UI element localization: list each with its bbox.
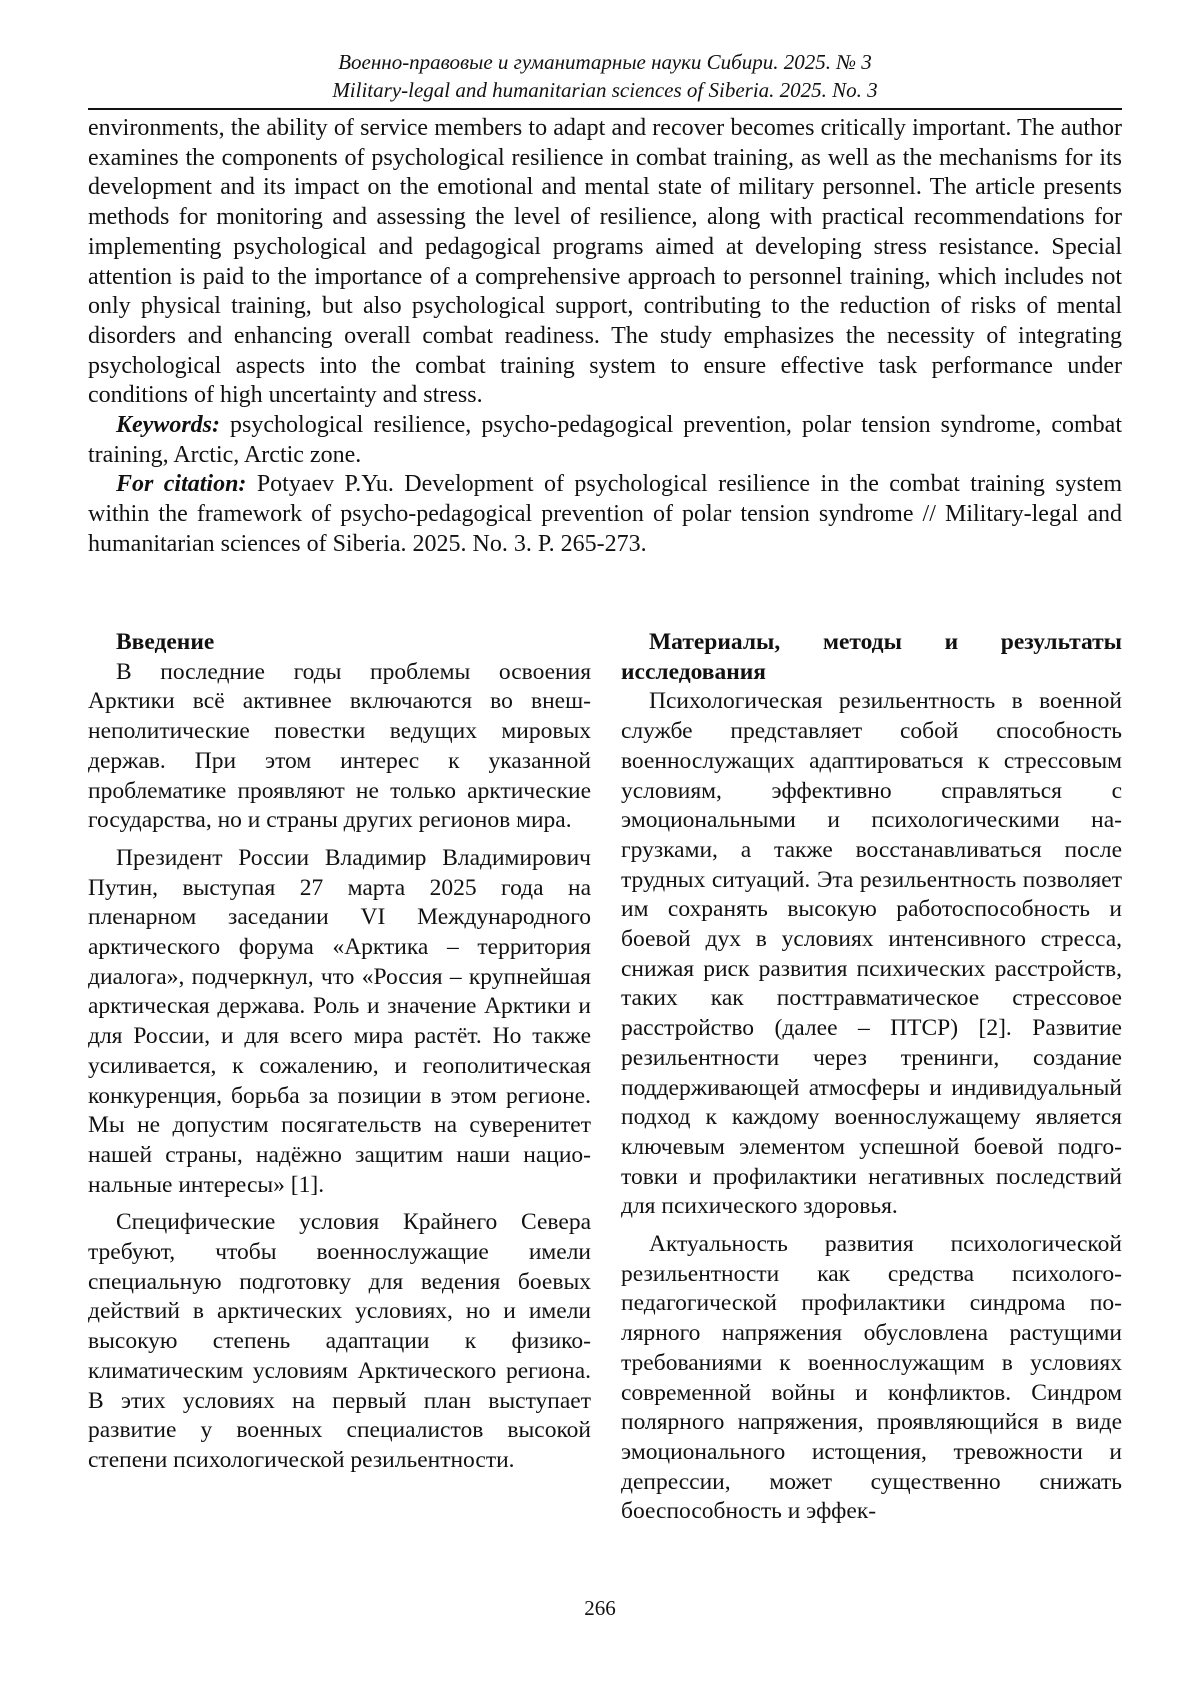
section-heading-materials: Материалы, методы и результаты исследования [621, 629, 1122, 685]
left-paragraph-2: Президент России Владимир Владимирович Путин, выступая 27 марта 2025 года на пленарном заседании VI Международного арктического форума «Арктика – территория диалога», подчеркнул, что «Россия – крупнейшая арктическая держава. Роль и значение Арктики и для России, и для всего мира растёт. Но также усиливается, к сожалению, и геополитическая конкуренция, борьба за позиции в этом регионе. Мы не допустим посягательств на суверенитет нашей страны, надёжно защитим наши национальные интересы» [1]. [88, 844, 591, 1198]
abstract-section [88, 114, 1122, 560]
header-rule [88, 108, 1122, 110]
left-column [88, 628, 591, 1484]
header-title-ru: Военно-правовые и гуманитарные науки Сибири. 2025. № 3 [338, 50, 872, 74]
section-heading-introduction: Введение [116, 629, 215, 655]
keywords-paragraph [88, 411, 1122, 470]
citation-paragraph [88, 470, 1122, 559]
left-paragraph-1: В последние годы проблемы освоения Арктики всё активнее включаются во внешнеполитические повестки ведущих мировых держав. При этом интерес к указанной проблематике проявляют не только арктические государства, но и страны других регионов мира. [88, 658, 591, 834]
right-paragraph-1: Психологическая резильентность в военной службе представляет собой способность военнослужащих адаптироваться к стрессовым условиям, эффективно справляться с эмоциональными и психологическими нагрузками, а также восстанавливаться после трудных ситуаций. Эта резильентность позволяет им сохранять высокую работоспособность и боевой дух в условиях интенсивного стресса, снижая риск развития психических расстройств, таких как посттравматическое стрессовое расстройство (далее – ПТСР) [2]. Развитие резильентности через тренинги, создание поддерживающей атмосферы и индивидуальный подход к каждому военнослужащему является ключевым элементом успешной боевой подготовки и профилактики негативных последствий для психического здоровья. [621, 688, 1122, 1220]
citation-text: Potyaev P.Yu. Development of psychological resilience in the combat training system within the framework of psycho-pedagogical prevention of polar tension syndrome // Military-legal and humanitarian sciences of Siberia. 2025. No. 3. P. 265-273. [88, 471, 1123, 557]
header-title-en: Military-legal and humanitarian sciences of Siberia. 2025. No. 3 [332, 78, 878, 102]
running-header [88, 48, 1122, 104]
page-number: 266 [584, 1596, 616, 1620]
keywords-text: psychological resilience, psycho-pedagogical prevention, polar tension syndrome, combat training, Arctic, Arctic zone. [88, 412, 1122, 468]
keywords-label: Keywords: [116, 412, 220, 439]
right-paragraph-2: Актуальность развития психологической резильентности как средства психолого-педагогической профилактики синдрома полярного напряжения обусловлена растущими требованиями к военнослужащим в условиях современной войны и конфликтов. Синдром полярного напряжения, проявляющийся в виде эмоционального истощения, тревожности и депрессии, может существенно снижать боеспособность и эффек- [621, 1231, 1122, 1525]
abstract-text: environments, the ability of service members to adapt and recover becomes critically important. The author examines the components of psychological resilience in combat training, as well as the mechanisms for its development and its impact on the emotional and mental state of military personnel. The article presents methods for monitoring and assessing the level of resilience, along with practical recommendations for implementing psychological and pedagogical programs aimed at developing stress resistance. Special attention is paid to the importance of a comprehensive approach to personnel training, which includes not only physical training, but also psychological support, contributing to the reduction of risks of mental disorders and enhancing overall combat readiness. The study emphasizes the necessity of integrating psychological aspects into the combat training system to ensure effective task performance under conditions of high uncertainty and stress. [88, 115, 1122, 409]
citation-label: For citation: [116, 471, 247, 498]
left-paragraph-3: Специфические условия Крайнего Севера требуют, чтобы военнослужащие имели специальную подготовку для ведения боевых действий в арктических условиях, но и имели высокую степень адаптации к физико-климатическим условиям Арктического региона. В этих условиях на первый план выступает развитие у военных специалистов высокой степени психологической резильентности. [88, 1209, 591, 1473]
right-column [621, 628, 1122, 1535]
